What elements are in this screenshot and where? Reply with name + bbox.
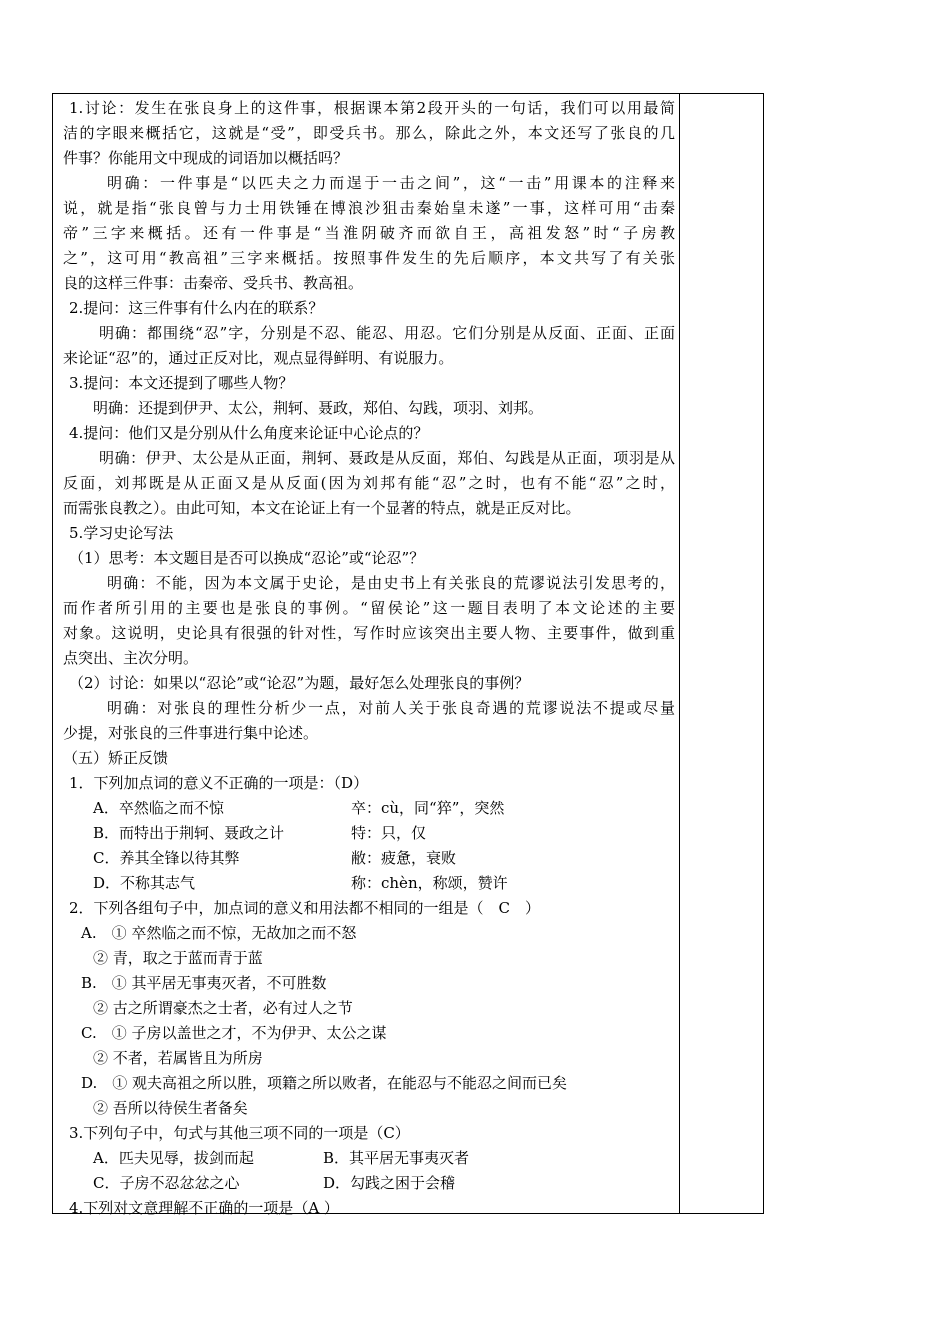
text-line: 帝”三字来概括。还有一件事是“当淮阴破齐而欲自王，高祖发怒”时“子房教 xyxy=(63,224,675,242)
column-divider xyxy=(679,94,680,1213)
text-line: （1）思考：本文题目是否可以换成“忍论”或“论忍”？ xyxy=(69,549,425,567)
q1-option-row xyxy=(63,871,675,896)
text-line: 而作者所引用的主要也是张良的事例。“留侯论”这一题目表明了本文论述的主要 xyxy=(63,599,675,617)
q1-option-note: 卒：cù，同“猝”，突然 xyxy=(351,799,505,817)
text-line: 洁的字眼来概括它，这就是“受”，即受兵书。那么，除此之外，本文还写了张良的几 xyxy=(63,124,675,142)
text-line: 4.提问：他们又是分别从什么角度来论证中心论点的？ xyxy=(69,424,429,442)
text-line: 5.学习史论写法 xyxy=(69,524,174,542)
q2-option-line: B. ① 其平居无事夷灭者，不可胜数 xyxy=(81,974,327,992)
q1-option-item: B．而特出于荆轲、聂政之计 xyxy=(93,824,285,842)
q2-option-line: ② 不者，若属皆且为所房 xyxy=(93,1049,263,1067)
q2-option-line: ② 吾所以待侯生者备矣 xyxy=(93,1099,248,1117)
question-stem: 2．下列各组句子中，加点词的意义和用法都不相同的一组是（ C ） xyxy=(69,899,541,917)
text-line: 少提，对张良的三件事进行集中论述。 xyxy=(63,724,319,742)
text-line: （2）讨论：如果以“忍论”或“论忍”为题，最好怎么处理张良的事例？ xyxy=(69,674,530,692)
text-line: 1.讨论：发生在张良身上的这件事，根据课本第2段开头的一句话，我们可以用最简 xyxy=(69,99,675,117)
main-content-cell xyxy=(63,96,675,1221)
q2-option-line: C. ① 子房以盖世之才，不为伊尹、太公之谋 xyxy=(81,1024,387,1042)
text-line: 明确：还提到伊尹、太公，荆轲、聂政，郑伯、勾践，项羽、刘邦。 xyxy=(93,399,544,417)
question-stem: 4.下列对文意理解不正确的一项是（A ） xyxy=(69,1199,339,1217)
q2-option-line: ② 青，取之于蓝而青于蓝 xyxy=(93,949,263,967)
question-stem: 1．下列加点词的意义不正确的一项是：（D） xyxy=(69,774,369,792)
q1-option-row xyxy=(63,796,675,821)
text-line: 明确：都围绕“忍”字，分别是不忍、能忍、用忍。它们分别是从反面、正面、正面 xyxy=(99,324,675,342)
q2-option-line: D. ① 观夫高祖之所以胜，项籍之所以败者，在能忍与不能忍之间而已矣 xyxy=(81,1074,568,1092)
text-line: 2.提问：这三件事有什么内在的联系？ xyxy=(69,299,324,317)
text-line: 件事？你能用文中现成的词语加以概括吗？ xyxy=(63,149,349,167)
text-line: 良的这样三件事：击秦帝、受兵书、教高祖。 xyxy=(63,274,364,292)
text-line: 来论证“忍”的，通过正反对比，观点显得鲜明、有说服力。 xyxy=(63,349,454,367)
q1-option-note: 称：chèn，称颂，赞许 xyxy=(351,874,508,892)
q3-option: D．勾践之困于会稽 xyxy=(323,1174,456,1192)
q3-option: C．子房不忍忿忿之心 xyxy=(93,1174,240,1192)
text-line: 明确：对张良的理性分析少一点，对前人关于张良奇遇的荒谬说法不提或尽量 xyxy=(107,699,675,717)
q1-option-item: A．卒然临之而不惊 xyxy=(93,799,224,817)
text-line: 3.提问：本文还提到了哪些人物？ xyxy=(69,374,294,392)
text-line: 反面，刘邦既是从正面又是从反面(因为刘邦有能“忍”之时，也有不能“忍”之时， xyxy=(63,474,675,492)
text-line: 点突出、主次分明。 xyxy=(63,649,199,667)
q1-option-row xyxy=(63,821,675,846)
q3-option: B．其平居无事夷灭者 xyxy=(323,1149,470,1167)
q3-option: A．匹夫见辱，拔剑而起 xyxy=(93,1149,254,1167)
q1-option-item: C．养其全锋以待其弊 xyxy=(93,849,240,867)
table-frame xyxy=(52,93,764,1217)
text-line: 说，就是指“张良曾与力士用铁锤在博浪沙狙击秦始皇未遂”一事，这样可用“击秦 xyxy=(63,199,675,217)
section-heading: （五）矫正反馈 xyxy=(63,749,169,767)
q1-option-note: 特：只，仅 xyxy=(351,824,427,842)
question-stem: 3.下列句子中，句式与其他三项不同的一项是（C） xyxy=(69,1124,410,1142)
q2-option-line: ② 古之所谓豪杰之士者，必有过人之节 xyxy=(93,999,353,1017)
text-line: 明确：伊尹、太公是从正面，荆轲、聂政是从反面，郑伯、勾践是从正面，项羽是从 xyxy=(99,449,675,467)
q1-option-note: 敝：疲惫，衰败 xyxy=(351,849,457,867)
q1-option-row xyxy=(63,846,675,871)
text-line: 对象。这说明，史论具有很强的针对性，写作时应该突出主要人物、主要事件，做到重 xyxy=(63,624,675,642)
text-line: 而需张良教之）。由此可知，本文在论证上有一个显著的特点，就是正反对比。 xyxy=(63,499,581,517)
text-line: 明确：不能，因为本文属于史论，是由史书上有关张良的荒谬说法引发思考的， xyxy=(107,574,675,592)
q2-option-line: A. ① 卒然临之而不惊，无故加之而不怒 xyxy=(81,924,357,942)
q3-option-row xyxy=(63,1146,675,1171)
q3-option-row xyxy=(63,1171,675,1196)
text-line: 之”，这可用“教高祖”三字来概括。按照事件发生的先后顺序，本文共写了有关张 xyxy=(63,249,675,267)
q1-option-item: D．不称其志气 xyxy=(93,874,196,892)
text-line: 明确：一件事是“以匹夫之力而逞于一击之间”，这“一击”用课本的注释来 xyxy=(107,174,675,192)
